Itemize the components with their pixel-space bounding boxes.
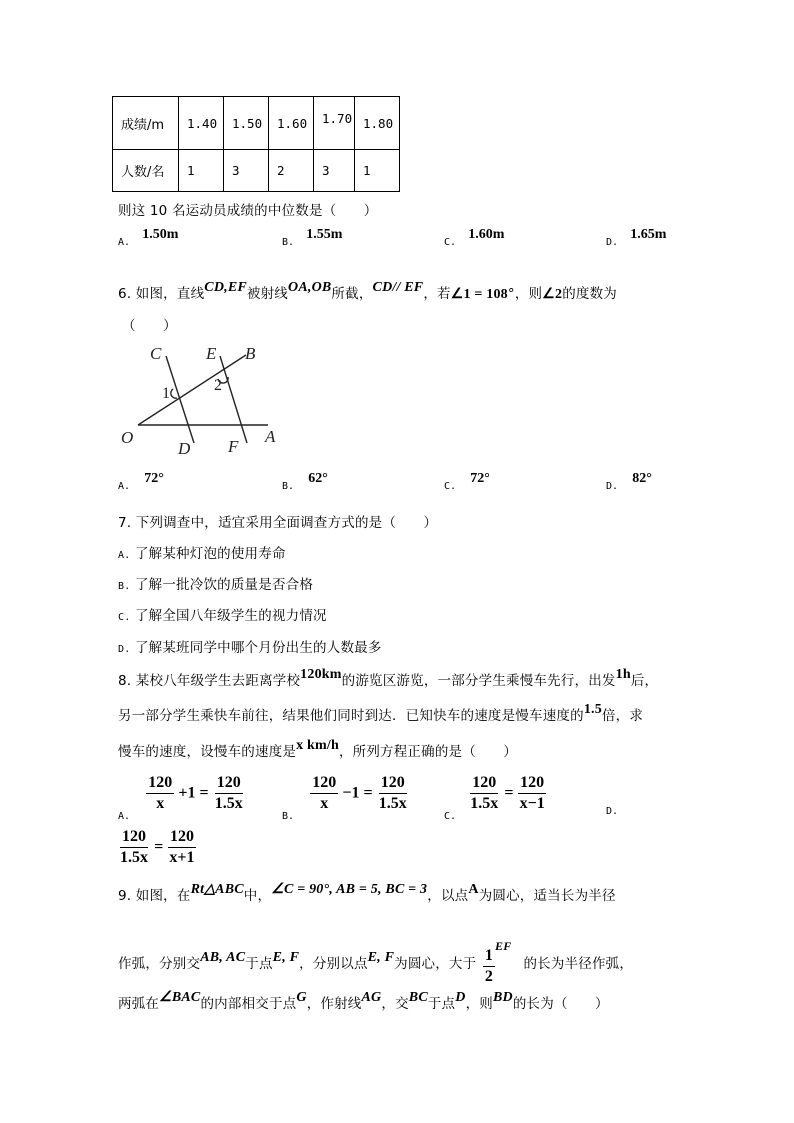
option-text: 了解全国八年级学生的视力情况 [134,608,327,624]
q8-line-3 [118,740,517,761]
math-expr: A [468,882,479,897]
operator: −1 = [342,784,373,802]
q7-option-c[interactable] [118,604,327,624]
q7-option-d[interactable] [118,636,382,656]
stem-text: ，以点 [427,888,469,904]
q5-option-c[interactable] [444,227,505,250]
table-cell: 1 [179,150,224,192]
table-cell: 1.70 [314,97,355,150]
stem-text: 于点 [245,956,273,972]
fraction-left [310,774,338,813]
label-e: E [206,344,217,363]
denominator: 1.5x [120,849,148,866]
denominator: 1.5x [470,795,499,812]
stem-text: ，若 [423,286,451,302]
numerator: 120 [120,828,148,848]
stem-text: 作弧，分别交 [118,956,201,972]
math-expr: ∠C = 90°, AB = 5, BC = 3 [271,882,428,897]
label-c: C [150,344,162,363]
math-expr: BD [492,990,513,1005]
option-value: 1.65m [630,227,667,242]
q9-line-2 [118,939,634,986]
option-text: 了解一批冷饮的质量是否合格 [134,577,314,593]
option-value: 1.60m [468,227,505,242]
q6-geometry-figure [110,335,290,460]
label-o: O [121,428,134,447]
fraction-left [468,774,500,813]
fraction-left [146,774,174,813]
label-f: F [228,437,239,456]
q6-stem [118,282,617,303]
table-header-score: 成绩/m [113,97,179,150]
math-expr: CD,EF [204,280,247,295]
q5-option-b[interactable] [282,227,343,250]
stem-text: 的度数为 [562,286,618,302]
angle-1-arc [171,389,177,398]
table-cell: 1.80 [355,97,400,150]
q7-option-a[interactable] [118,542,286,562]
denominator: 2 [484,968,494,985]
q9-line-1 [118,884,616,905]
option-letter: A. [118,237,131,248]
option-letter: B. [282,481,295,492]
numerator: 120 [379,774,407,794]
score-table [112,96,400,192]
denominator: x+1 [169,849,195,866]
q5-option-a[interactable] [118,227,179,250]
option-letter: D. [606,806,619,817]
operator: +1 = [178,784,209,802]
fraction-half [483,947,495,986]
line-cd [166,356,194,443]
q8-option-d[interactable] [118,828,197,867]
numerator: 120 [146,774,174,794]
table-cell: 1.60 [269,97,314,150]
label-d: D [178,439,191,458]
table-cell: 3 [314,150,355,192]
q6-option-a[interactable] [118,471,164,494]
option-letter: D. [606,481,619,492]
label-b: B [245,344,256,363]
denominator: x−1 [519,795,545,812]
fraction-right [518,774,547,813]
option-letter: A. [118,811,131,822]
q8-option-d-letter[interactable] [606,803,618,818]
numerator: 120 [168,828,196,848]
q6-blank: （ ） [122,318,177,334]
q8-option-c[interactable] [444,774,547,822]
option-value: 72° [144,471,164,486]
option-letter: C. [444,811,457,822]
math-expr: 1h [615,667,631,682]
math-expr: D [455,990,466,1005]
q6-option-c[interactable] [444,471,490,494]
q9-line-3 [118,992,609,1013]
math-expr: ∠2 [542,287,563,302]
option-text: 了解某班同学中哪个月份出生的人数最多 [134,640,382,656]
ray-ob [138,355,246,425]
numerator: 120 [310,774,338,794]
q8-line-2 [118,704,643,725]
option-letter: C. [444,481,457,492]
stem-text: 的游览区游览，一部分学生乘慢车先行，出发 [341,673,616,689]
numerator: 120 [470,774,498,794]
stem-text: °，则 [507,286,543,302]
denominator: 1.5x [214,795,243,812]
math-expr: E, F [367,950,395,965]
fraction-left [118,828,150,867]
question-number: 6. [118,286,132,302]
q6-option-d[interactable] [606,471,652,494]
stem-text: 的长为半径作弧， [523,956,634,972]
stem-text: 后， [630,673,659,689]
math-expr: G [296,990,307,1005]
option-value: 82° [632,471,652,486]
q8-option-a[interactable] [118,774,245,822]
stem-text: 的内部相交于点 [200,996,297,1012]
numerator: 1 [483,947,495,967]
option-letter: A. [118,550,131,561]
q5-option-d[interactable] [606,227,667,250]
fraction-right [213,774,245,813]
stem-text: 为圆心，大于 [394,956,477,972]
line-ef [220,356,247,443]
stem-text: 如图，直线 [135,286,205,302]
option-text: 了解某种灯泡的使用寿命 [134,546,286,562]
stem-text: 于点 [427,996,456,1012]
math-expr: 120km [300,667,342,682]
q7-stem: 7. 下列调查中，适宜采用全面调查方式的是（ ） [118,515,438,531]
table-cell: 1.40 [179,97,224,150]
option-value: 1.50m [142,227,179,242]
fraction-right [377,774,409,813]
numerator: 120 [518,774,546,794]
math-expr: ∠BAC [159,990,201,1005]
option-letter: C. [118,612,131,623]
label-a: A [265,427,276,446]
math-expr: x km/h [296,738,339,753]
table-cell: 3 [224,150,269,192]
option-value: 62° [308,471,328,486]
fraction-right [167,828,196,867]
stem-text: ，交 [381,996,409,1012]
stem-text: 被射线 [246,286,289,302]
math-expr: 1.5 [583,702,602,717]
stem-text: 9. 如图，在 [118,888,191,904]
option-letter: A. [118,481,131,492]
math-expr: E, F [272,950,300,965]
stem-text: ，则 [465,996,493,1012]
operator: = [504,784,514,802]
option-letter: C. [444,237,457,248]
stem-text: 另一部分学生乘快车前往，结果他们同时到达．已知快车的速度是慢车速度的 [118,708,584,724]
table-header-count: 人数/名 [113,150,179,192]
math-expr: ∠1 = 108 [450,287,508,302]
denominator: 1.5x [378,795,407,812]
math-expr: BC [408,990,428,1005]
stem-text: 倍，求 [601,708,644,724]
math-expr: AG [361,990,382,1005]
stem-text: 两弧在 [118,996,160,1012]
stem-text: ，分别以点 [299,956,368,972]
math-expr: AB, AC [200,950,246,965]
stem-text: 所截， [331,286,373,302]
stem-text: 8. 某校八年级学生去距离学校 [118,673,301,689]
option-letter: B. [282,811,295,822]
stem-text: ，所列方程正确的是（ ） [338,744,518,760]
stem-text: 的长为（ ） [512,996,609,1012]
option-value: 72° [470,471,490,486]
q6-option-b[interactable] [282,471,328,494]
operator: = [154,838,164,856]
stem-text: 中， [243,888,272,904]
table-row-count [113,150,400,192]
stem-text: ，作射线 [306,996,362,1012]
math-expr: EF [495,939,512,953]
label-angle-2: 2 [214,377,222,394]
math-expr: OA,OB [288,280,332,295]
table-cell: 2 [269,150,314,192]
denominator: x [320,795,329,812]
option-value: 1.55m [306,227,343,242]
option-letter: B. [118,581,131,592]
stem-text: 慢车的速度，设慢车的速度是 [118,744,297,760]
option-letter: B. [282,237,295,248]
math-expr: CD// EF [372,280,424,295]
q8-line-1 [118,669,658,690]
q7-option-b[interactable] [118,573,313,593]
table-row-score [113,97,400,150]
stem-text: 为圆心，适当长为半径 [478,888,616,904]
option-letter: D. [606,237,619,248]
denominator: x [156,795,165,812]
numerator: 120 [215,774,243,794]
option-letter: D. [118,644,131,655]
q5-stem: 则这 10 名运动员成绩的中位数是（ ） [118,203,378,219]
label-angle-1: 1 [162,385,170,402]
math-expr: Rt△ABC [190,882,244,897]
table-cell: 1.50 [224,97,269,150]
q8-option-b[interactable] [282,774,409,822]
table-cell: 1 [355,150,400,192]
